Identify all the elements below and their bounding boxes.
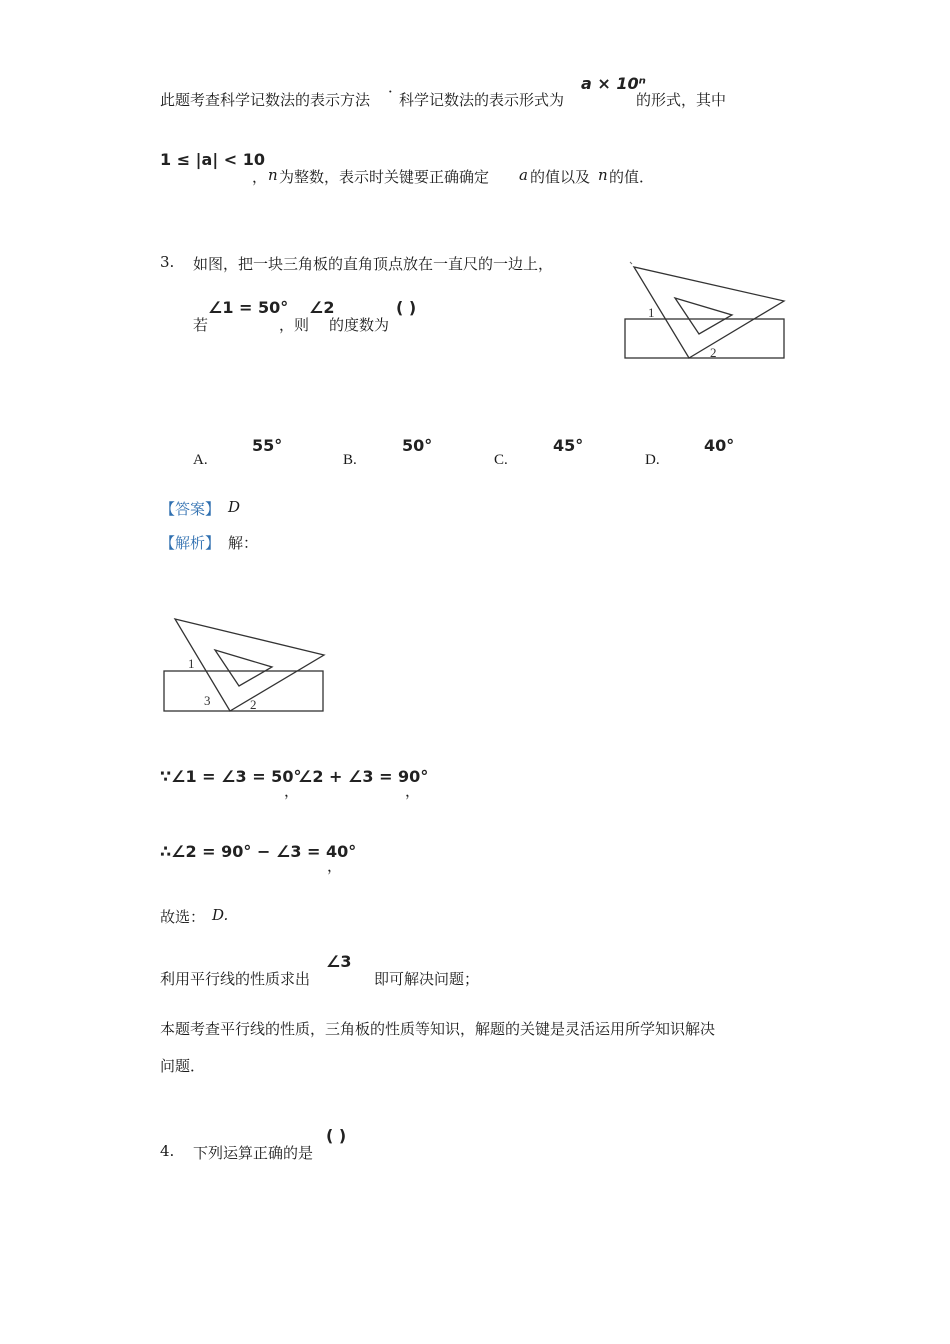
q3-stem-mid: ，则: [279, 316, 310, 334]
q3-figure: [620, 260, 790, 365]
q3-stem-angle2: ∠2: [309, 298, 335, 317]
option-c-letter[interactable]: C.: [494, 452, 508, 468]
q4-stem: 下列运算正确的是: [193, 1144, 314, 1162]
step1-b: ∠2 + ∠3 = 90°: [298, 767, 429, 786]
sol-label-1: 1: [188, 656, 195, 671]
q3-stem-paren: ( ): [396, 298, 417, 317]
option-d-value[interactable]: 40°: [704, 436, 735, 455]
step1-comma: ，: [284, 782, 300, 800]
intro-line2-comma: ，: [252, 168, 268, 186]
intro-n1: n: [268, 166, 278, 184]
conclusion: 故选：: [160, 908, 206, 926]
method-angle: ∠3: [326, 952, 352, 971]
option-b-value[interactable]: 50°: [402, 436, 433, 455]
intro-formula-sci: a × 10ⁿ: [581, 74, 646, 93]
q3-stem-angle1: ∠1 = 50°: [208, 298, 289, 317]
intro-line1-dot: ．: [388, 78, 404, 96]
q4-number: 4.: [160, 1142, 175, 1160]
q3-stem-tail: 的度数为: [329, 316, 390, 334]
method-tail: 即可解决问题；: [374, 970, 480, 988]
triangle-inner: [675, 298, 732, 334]
intro-line1-tail: 的形式，其中: [636, 91, 727, 109]
option-a-value[interactable]: 55°: [252, 436, 283, 455]
conclusion-value: D.: [212, 906, 229, 924]
figure-label-1: 1: [648, 305, 655, 320]
intro-line2-mid2: 的值以及: [530, 168, 591, 186]
intro-formula-range: 1 ≤ |a| < 10: [160, 150, 265, 169]
q3-number: 3.: [160, 253, 175, 271]
sol-label-2: 2: [250, 697, 257, 712]
summary-line2: 问题．: [160, 1057, 206, 1075]
sol-ruler-rect: [164, 671, 323, 711]
figure-label-2: 2: [710, 345, 717, 360]
method-pre: 利用平行线的性质求出: [160, 970, 311, 988]
ruler-rect: [625, 319, 784, 358]
sol-triangle-inner: [215, 650, 272, 686]
triangle-outer: [634, 267, 784, 358]
option-d-letter[interactable]: D.: [645, 452, 660, 468]
option-a-letter[interactable]: A.: [193, 452, 208, 468]
step2: ∴∠2 = 90° − ∠3 = 40°: [160, 842, 357, 861]
option-b-letter[interactable]: B.: [343, 452, 357, 468]
intro-line2-tail: 的值．: [609, 168, 655, 186]
figure-tick: [630, 262, 632, 264]
sol-label-3: 3: [204, 693, 211, 708]
intro-a: a: [519, 166, 528, 184]
q3-stem-pre: 若: [193, 316, 209, 334]
intro-n2: n: [598, 166, 608, 184]
option-c-value[interactable]: 45°: [553, 436, 584, 455]
intro-line1-text2: 科学记数法的表示形式为: [399, 91, 565, 109]
q4-paren: ( ): [326, 1126, 347, 1145]
analysis-start: 解：: [228, 534, 259, 552]
intro-line1-text: 此题考查科学记数法的表示方法: [160, 91, 371, 109]
analysis-tag: 【解析】: [160, 534, 221, 552]
step2-comma: ，: [327, 857, 343, 875]
solution-figure: [160, 612, 330, 717]
summary-line1: 本题考查平行线的性质，三角板的性质等知识，解题的关键是灵活运用所学知识解决: [160, 1020, 716, 1038]
step1-a: ∵∠1 = ∠3 = 50°: [160, 767, 302, 786]
q3-stem-line1: 如图，把一块三角板的直角顶点放在一直尺的一边上，: [193, 255, 554, 273]
intro-line2-mid: 为整数，表示时关键要正确确定: [279, 168, 490, 186]
answer-tag: 【答案】: [160, 500, 221, 518]
answer-value: D: [228, 498, 241, 516]
step1-comma2: ，: [405, 782, 421, 800]
